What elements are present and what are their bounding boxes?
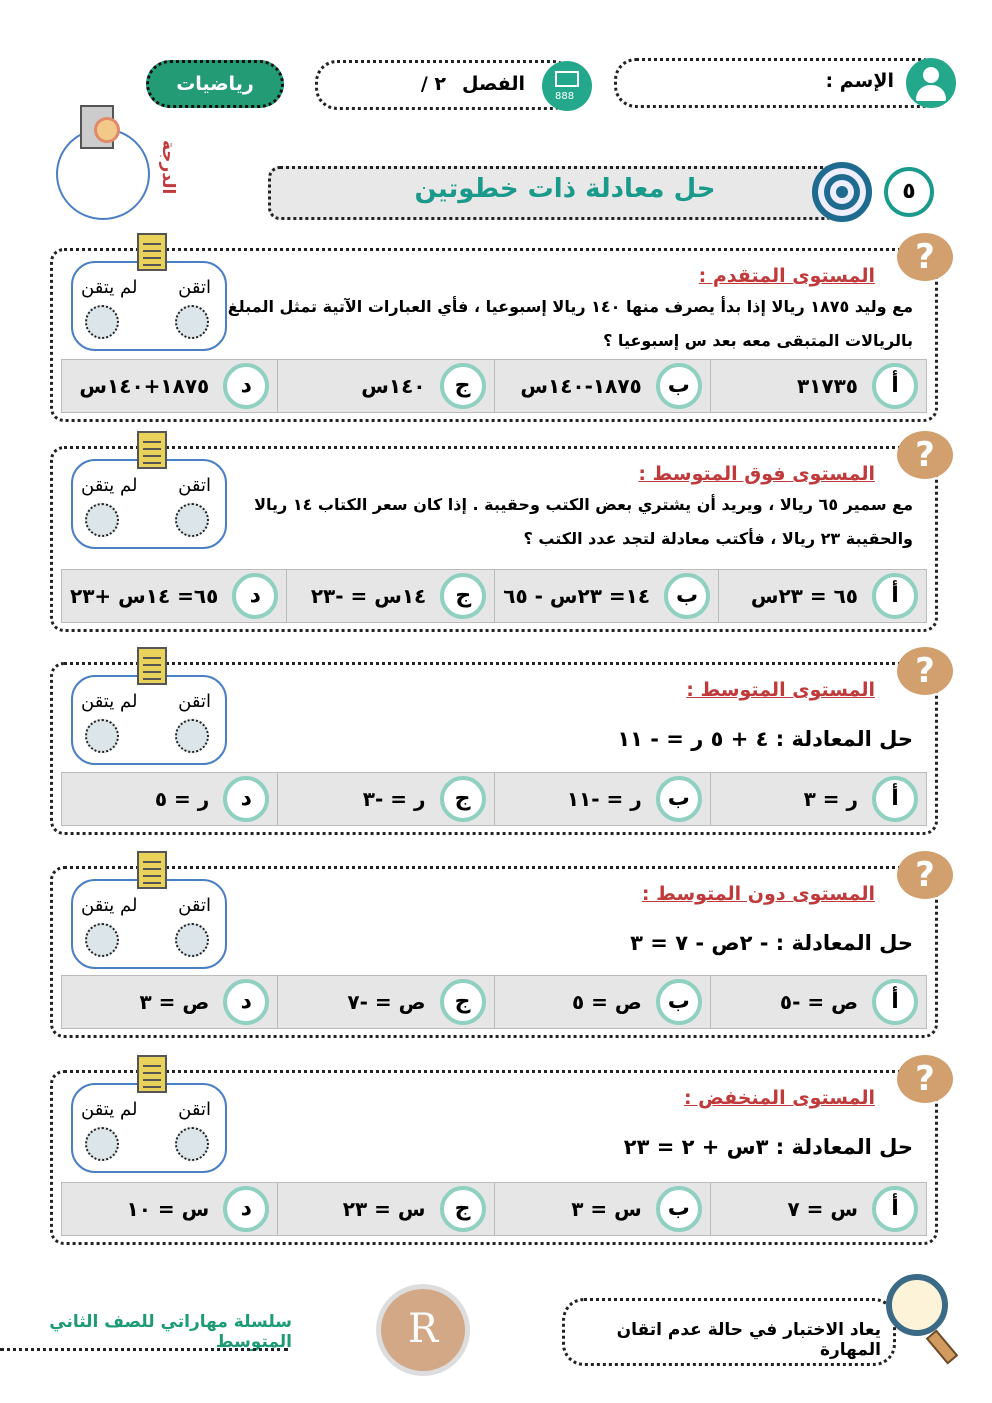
option-text: ٦٥= ١٤س +٢٣ <box>70 584 219 608</box>
option-letter: ج <box>440 979 486 1025</box>
option-letter: د <box>223 776 269 822</box>
option[interactable] <box>494 360 710 412</box>
options-row <box>61 569 927 623</box>
question-section <box>50 435 938 632</box>
option[interactable] <box>494 773 710 825</box>
option[interactable] <box>494 1183 710 1235</box>
classroom-icon: 888 <box>542 61 592 111</box>
target-clipboard-icon <box>80 105 114 149</box>
option-letter: د <box>223 363 269 409</box>
mastery-box <box>71 1083 227 1173</box>
question-section <box>50 651 938 835</box>
not-mastered-checkbox[interactable] <box>85 305 119 339</box>
mastery-box <box>71 459 227 549</box>
not-mastered-label: لم يتقن <box>81 475 138 496</box>
not-mastered-checkbox[interactable] <box>85 1127 119 1161</box>
not-mastered-checkbox[interactable] <box>85 719 119 753</box>
mastered-checkbox[interactable] <box>175 305 209 339</box>
option[interactable] <box>494 976 710 1028</box>
option-text: س = ٣ <box>571 1197 642 1221</box>
question-section <box>50 855 938 1038</box>
options-row <box>61 359 927 413</box>
option[interactable] <box>62 773 277 825</box>
option[interactable] <box>710 1183 926 1235</box>
not-mastered-label: لم يتقن <box>81 277 138 298</box>
class-label: الفصل <box>461 73 525 95</box>
mastered-checkbox[interactable] <box>175 719 209 753</box>
option[interactable] <box>286 570 494 622</box>
option-letter: ب <box>656 363 702 409</box>
not-mastered-checkbox[interactable] <box>85 503 119 537</box>
option-letter: ج <box>440 1186 486 1232</box>
mastered-checkbox[interactable] <box>175 1127 209 1161</box>
target-icon <box>812 162 872 222</box>
mastery-box <box>71 261 227 351</box>
question-mark-icon: ? <box>897 647 953 695</box>
level-title: المستوى المنخفض : <box>683 1087 875 1109</box>
question-mark-icon: ? <box>897 851 953 899</box>
mastery-box <box>71 675 227 765</box>
name-field[interactable] <box>614 58 944 108</box>
option-text: ر = -١١ <box>566 787 642 811</box>
mastery-box <box>71 879 227 969</box>
not-mastered-label: لم يتقن <box>81 895 138 916</box>
option-letter: أ <box>872 776 918 822</box>
option-letter: ج <box>440 363 486 409</box>
options-row <box>61 772 927 826</box>
option[interactable] <box>277 1183 493 1235</box>
option-text: س = ٢٣ <box>342 1197 426 1221</box>
clipboard-icon <box>137 233 167 271</box>
mastered-checkbox[interactable] <box>175 503 209 537</box>
question-text: حل المعادلة : - ٢ص - ٧ = ٣ <box>630 931 913 955</box>
clipboard-icon <box>137 431 167 469</box>
option-text: ص = ٥ <box>571 990 642 1014</box>
question-text: حل المعادلة : ٤ + ٥ ر = - ١١ <box>617 727 913 751</box>
option[interactable] <box>277 976 493 1028</box>
option-text: ص = -٥ <box>779 990 858 1014</box>
option-text: ١٤= ٢٣س - ٦٥ <box>503 584 651 608</box>
question-text: والحقيبة ٢٣ ريالا ، فأكتب معادلة لتجد عدد الكتب ؟ <box>523 529 913 548</box>
option-letter: أ <box>872 363 918 409</box>
option[interactable] <box>62 360 277 412</box>
clipboard-icon <box>137 647 167 685</box>
option[interactable] <box>62 570 286 622</box>
clipboard-icon <box>137 1055 167 1093</box>
option-text: ص = ٣ <box>139 990 210 1014</box>
mastered-label: اتقن <box>178 691 211 712</box>
option-letter: ب <box>656 979 702 1025</box>
option-text: ر = ٥ <box>154 787 210 811</box>
level-title: المستوى فوق المتوسط : <box>638 463 875 485</box>
question-text: مع سمير ٦٥ ريالا ، ويريد أن يشتري بعض الكتب وحقيبة . إذا كان سعر الكتاب ١٤ ريالا <box>254 495 913 514</box>
question-section <box>50 1059 938 1245</box>
option-letter: أ <box>872 1186 918 1232</box>
option[interactable] <box>710 360 926 412</box>
option[interactable] <box>277 360 493 412</box>
level-title: المستوى المتقدم : <box>698 265 875 287</box>
option-text: ١٤٠س <box>361 374 426 398</box>
question-section <box>50 237 938 422</box>
not-mastered-checkbox[interactable] <box>85 923 119 957</box>
option-text: س = ٧ <box>787 1197 858 1221</box>
option[interactable] <box>710 773 926 825</box>
option-letter: ج <box>440 776 486 822</box>
skill-title: حل معادلة ذات خطوتين <box>414 174 716 204</box>
grade-label: الدرجة <box>158 140 178 195</box>
not-mastered-label: لم يتقن <box>81 691 138 712</box>
question-text: حل المعادلة : ٣س + ٢ = ٢٣ <box>623 1135 913 1159</box>
name-label: الإسم : <box>825 70 894 92</box>
options-row <box>61 975 927 1029</box>
series-title: سلسلة مهاراتي للصف الثاني المتوسط <box>49 1312 292 1352</box>
option[interactable] <box>277 773 493 825</box>
mastered-label: اتقن <box>178 475 211 496</box>
mastered-label: اتقن <box>178 895 211 916</box>
question-text: مع وليد ١٨٧٥ ريالا إذا بدأ يصرف منها ١٤٠ ريالا إسبوعيا ، فأي العبارات الآتية تمثل المبلغ <box>227 297 913 316</box>
mastered-label: اتقن <box>178 277 211 298</box>
option-letter: ب <box>664 573 710 619</box>
subject-badge: رياضيات <box>146 60 284 108</box>
class-value: ٢ / <box>420 73 446 95</box>
option[interactable] <box>718 570 926 622</box>
options-row <box>61 1182 927 1236</box>
option-letter: أ <box>872 979 918 1025</box>
magnifier-icon <box>886 1274 948 1336</box>
option[interactable] <box>62 976 277 1028</box>
option-letter: أ <box>872 573 918 619</box>
clipboard-icon <box>137 851 167 889</box>
option-letter: ب <box>656 776 702 822</box>
user-icon <box>906 58 956 108</box>
level-title: المستوى المتوسط : <box>686 679 875 701</box>
logo: R <box>376 1284 470 1376</box>
option-text: ص = -٧ <box>347 990 426 1014</box>
option-text: س = ١٠ <box>126 1197 210 1221</box>
question-mark-icon: ? <box>897 1055 953 1103</box>
footer-divider <box>0 1348 288 1351</box>
option-letter: ب <box>656 1186 702 1232</box>
mastered-checkbox[interactable] <box>175 923 209 957</box>
question-mark-icon: ? <box>897 233 953 281</box>
skill-number: ٥ <box>884 167 934 217</box>
option-letter: د <box>223 979 269 1025</box>
question-mark-icon: ? <box>897 431 953 479</box>
option-letter: د <box>232 573 278 619</box>
option-text: ٣١٧٣٥ <box>796 374 858 398</box>
option-text: ر = -٣ <box>362 787 426 811</box>
mastered-label: اتقن <box>178 1099 211 1120</box>
level-title: المستوى دون المتوسط : <box>641 883 875 905</box>
option-text: ١٨٧٥+١٤٠س <box>79 374 210 398</box>
retest-note: يعاد الاختبار في حالة عدم اتقان المهارة <box>616 1320 881 1360</box>
option-letter: د <box>223 1186 269 1232</box>
question-text: بالريالات المتبقى معه بعد س إسبوعيا ؟ <box>603 331 913 350</box>
option-text: ١٤س = -٢٣ <box>310 584 427 608</box>
magnifier-handle <box>926 1329 959 1364</box>
option-letter: ج <box>440 573 486 619</box>
option-text: ٦٥ = ٢٣س <box>750 584 858 608</box>
option[interactable] <box>710 976 926 1028</box>
option[interactable] <box>62 1183 277 1235</box>
not-mastered-label: لم يتقن <box>81 1099 138 1120</box>
option-text: ١٨٧٥-١٤٠س <box>520 374 642 398</box>
option[interactable] <box>494 570 718 622</box>
option-text: ر = ٣ <box>803 787 858 811</box>
